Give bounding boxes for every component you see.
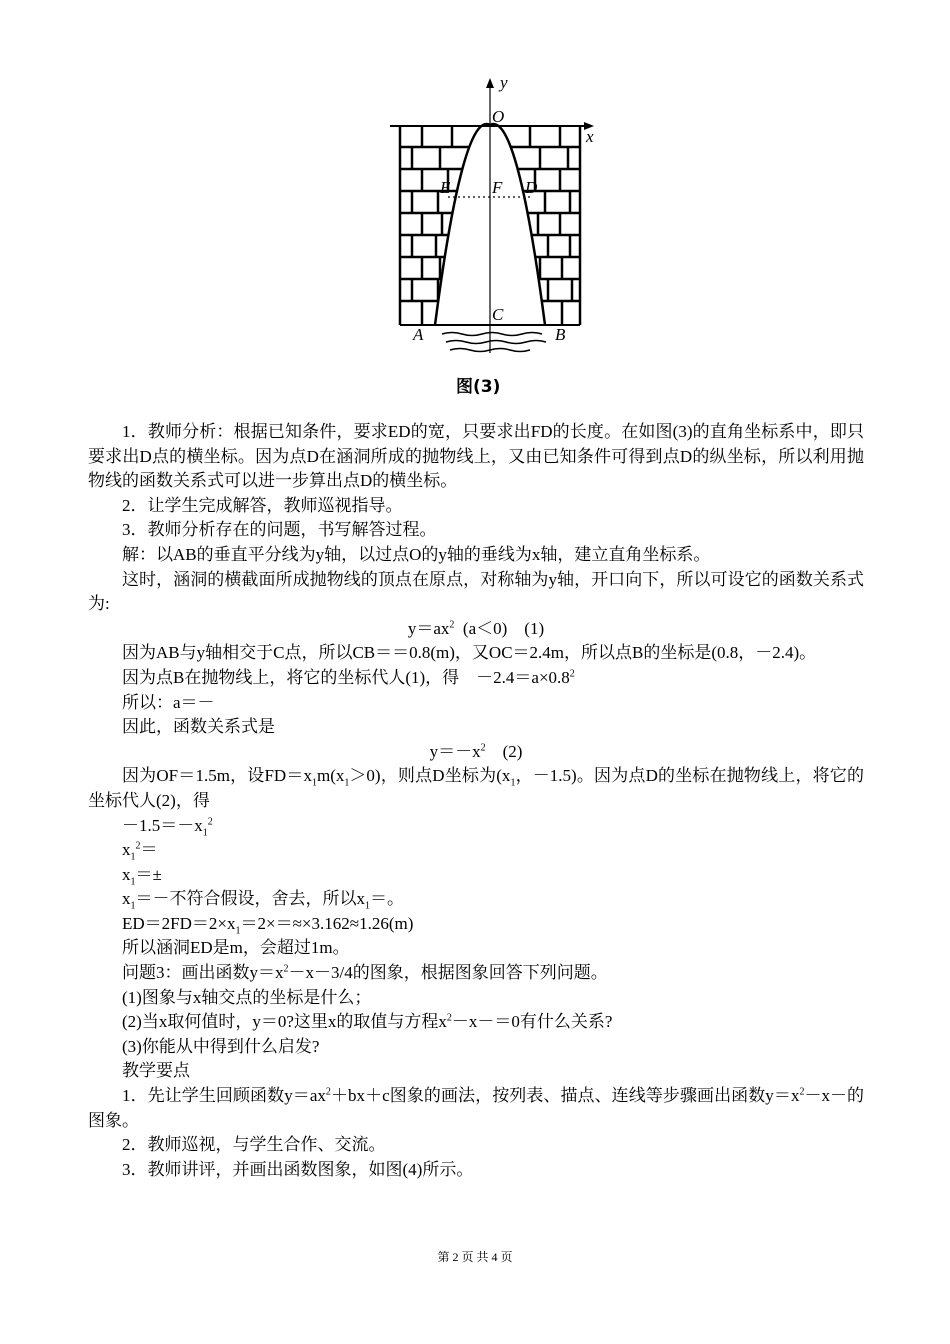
line: (1)图象与x轴交点的坐标是什么；	[122, 987, 372, 1007]
parabola-culvert-diagram	[380, 70, 600, 400]
paragraph: 3．教师分析存在的问题，书写解答过程。	[122, 520, 437, 540]
figure-caption: 图(3)	[456, 377, 501, 397]
label-c: C	[492, 305, 504, 324]
label-f: F	[492, 178, 503, 197]
culvert-figure	[380, 70, 600, 400]
label-e: E	[440, 178, 451, 197]
paragraph: 1．先让学生回顾函数$y=ax^2+bx+c$图象的画法，按列表、描点、连线等步骤画出函数$y=x^2-x-$的图象。	[88, 1086, 865, 1130]
line: $x_1^2=$	[122, 840, 158, 863]
line: (2)当x取何值时，y＝0?这里x的取值与方程$x^2-x-=0$有什么关系?	[122, 1012, 613, 1032]
paragraph: 因为AB与y轴相交于C点，所以CB＝＝0.8(m)，又OC＝2.4m，所以点B的坐标是(0.8，－2.4)。	[122, 643, 817, 663]
label-d: D	[525, 178, 538, 197]
line: $-1.5=-x_1^2$	[122, 815, 213, 838]
paragraph: 2．让学生完成解答，教师巡视指导。	[122, 495, 403, 515]
line: (3)你能从中得到什么启发?	[122, 1036, 320, 1056]
label-o: O	[492, 107, 505, 126]
page-footer: 第 2 页 共 4 页	[437, 1250, 513, 1264]
paragraph: 因此，函数关系式是	[122, 717, 275, 737]
paragraph: 因为点B在抛物线上，将它的坐标代人(1)，得 $-2.4=a\times 0.8^2$	[122, 667, 575, 687]
line: $x_1=-$不符合假设，舍去，所以$x_1=$。	[122, 889, 404, 912]
paragraph: 2．教师巡视，与学生合作、交流。	[122, 1135, 386, 1155]
line: 教学要点	[122, 1061, 190, 1081]
paragraph: 因为OF＝1.5m，设$FD=x_1m(x_1>0)$，则点D坐标为($x_1$，－1.5)。因为点D的坐标在抛物线上，将它的坐标代人(2)，得	[88, 766, 864, 810]
water-waves	[442, 333, 546, 352]
paragraph: 所以：a＝－	[122, 692, 215, 712]
paragraph: 这时，涵洞的横截面所成抛物线的顶点在原点，对称轴为y轴，开口向下，所以可设它的函数关系式为:	[88, 569, 864, 614]
line: 问题3：画出函数$y=x^2-x-3/4$的图象，根据图象回答下列问题。	[122, 963, 608, 983]
y-axis-arrow	[486, 78, 494, 88]
label-x: x	[586, 127, 594, 146]
paragraph: 1．教师分析：根据已知条件，要求ED的宽，只要求出FD的长度。在如图(3)的直角坐标系中，即只要求出D点的横坐标。因为点D在涵洞所成的抛物线上，又由已知条件可得到点D的纵坐标，所以利用抛物线的函数关系式可以进一步算出点D的横坐标。	[88, 422, 864, 491]
paragraph: 解：以AB的垂直平分线为y轴，以过点O的y轴的垂线为x轴，建立直角坐标系。	[122, 544, 711, 564]
document-body	[88, 420, 864, 1182]
label-a: A	[413, 325, 424, 344]
label-y: y	[500, 73, 508, 92]
equation-2: $y=-x^2$ (2)	[429, 741, 523, 761]
line: 所以涵洞ED是m，会超过1m。	[122, 938, 350, 958]
equation-1: $y=ax^2$ (a＜0) (1)	[407, 618, 545, 638]
paragraph: 3．教师讲评，并画出函数图象，如图(4)所示。	[122, 1159, 474, 1179]
line: $x_1=\pm$	[122, 864, 162, 888]
label-b: B	[555, 325, 566, 344]
line: $ED=2FD=2\times x_1=2\times=\approx\times 3.162\approx 1.26(m)$	[122, 913, 414, 937]
